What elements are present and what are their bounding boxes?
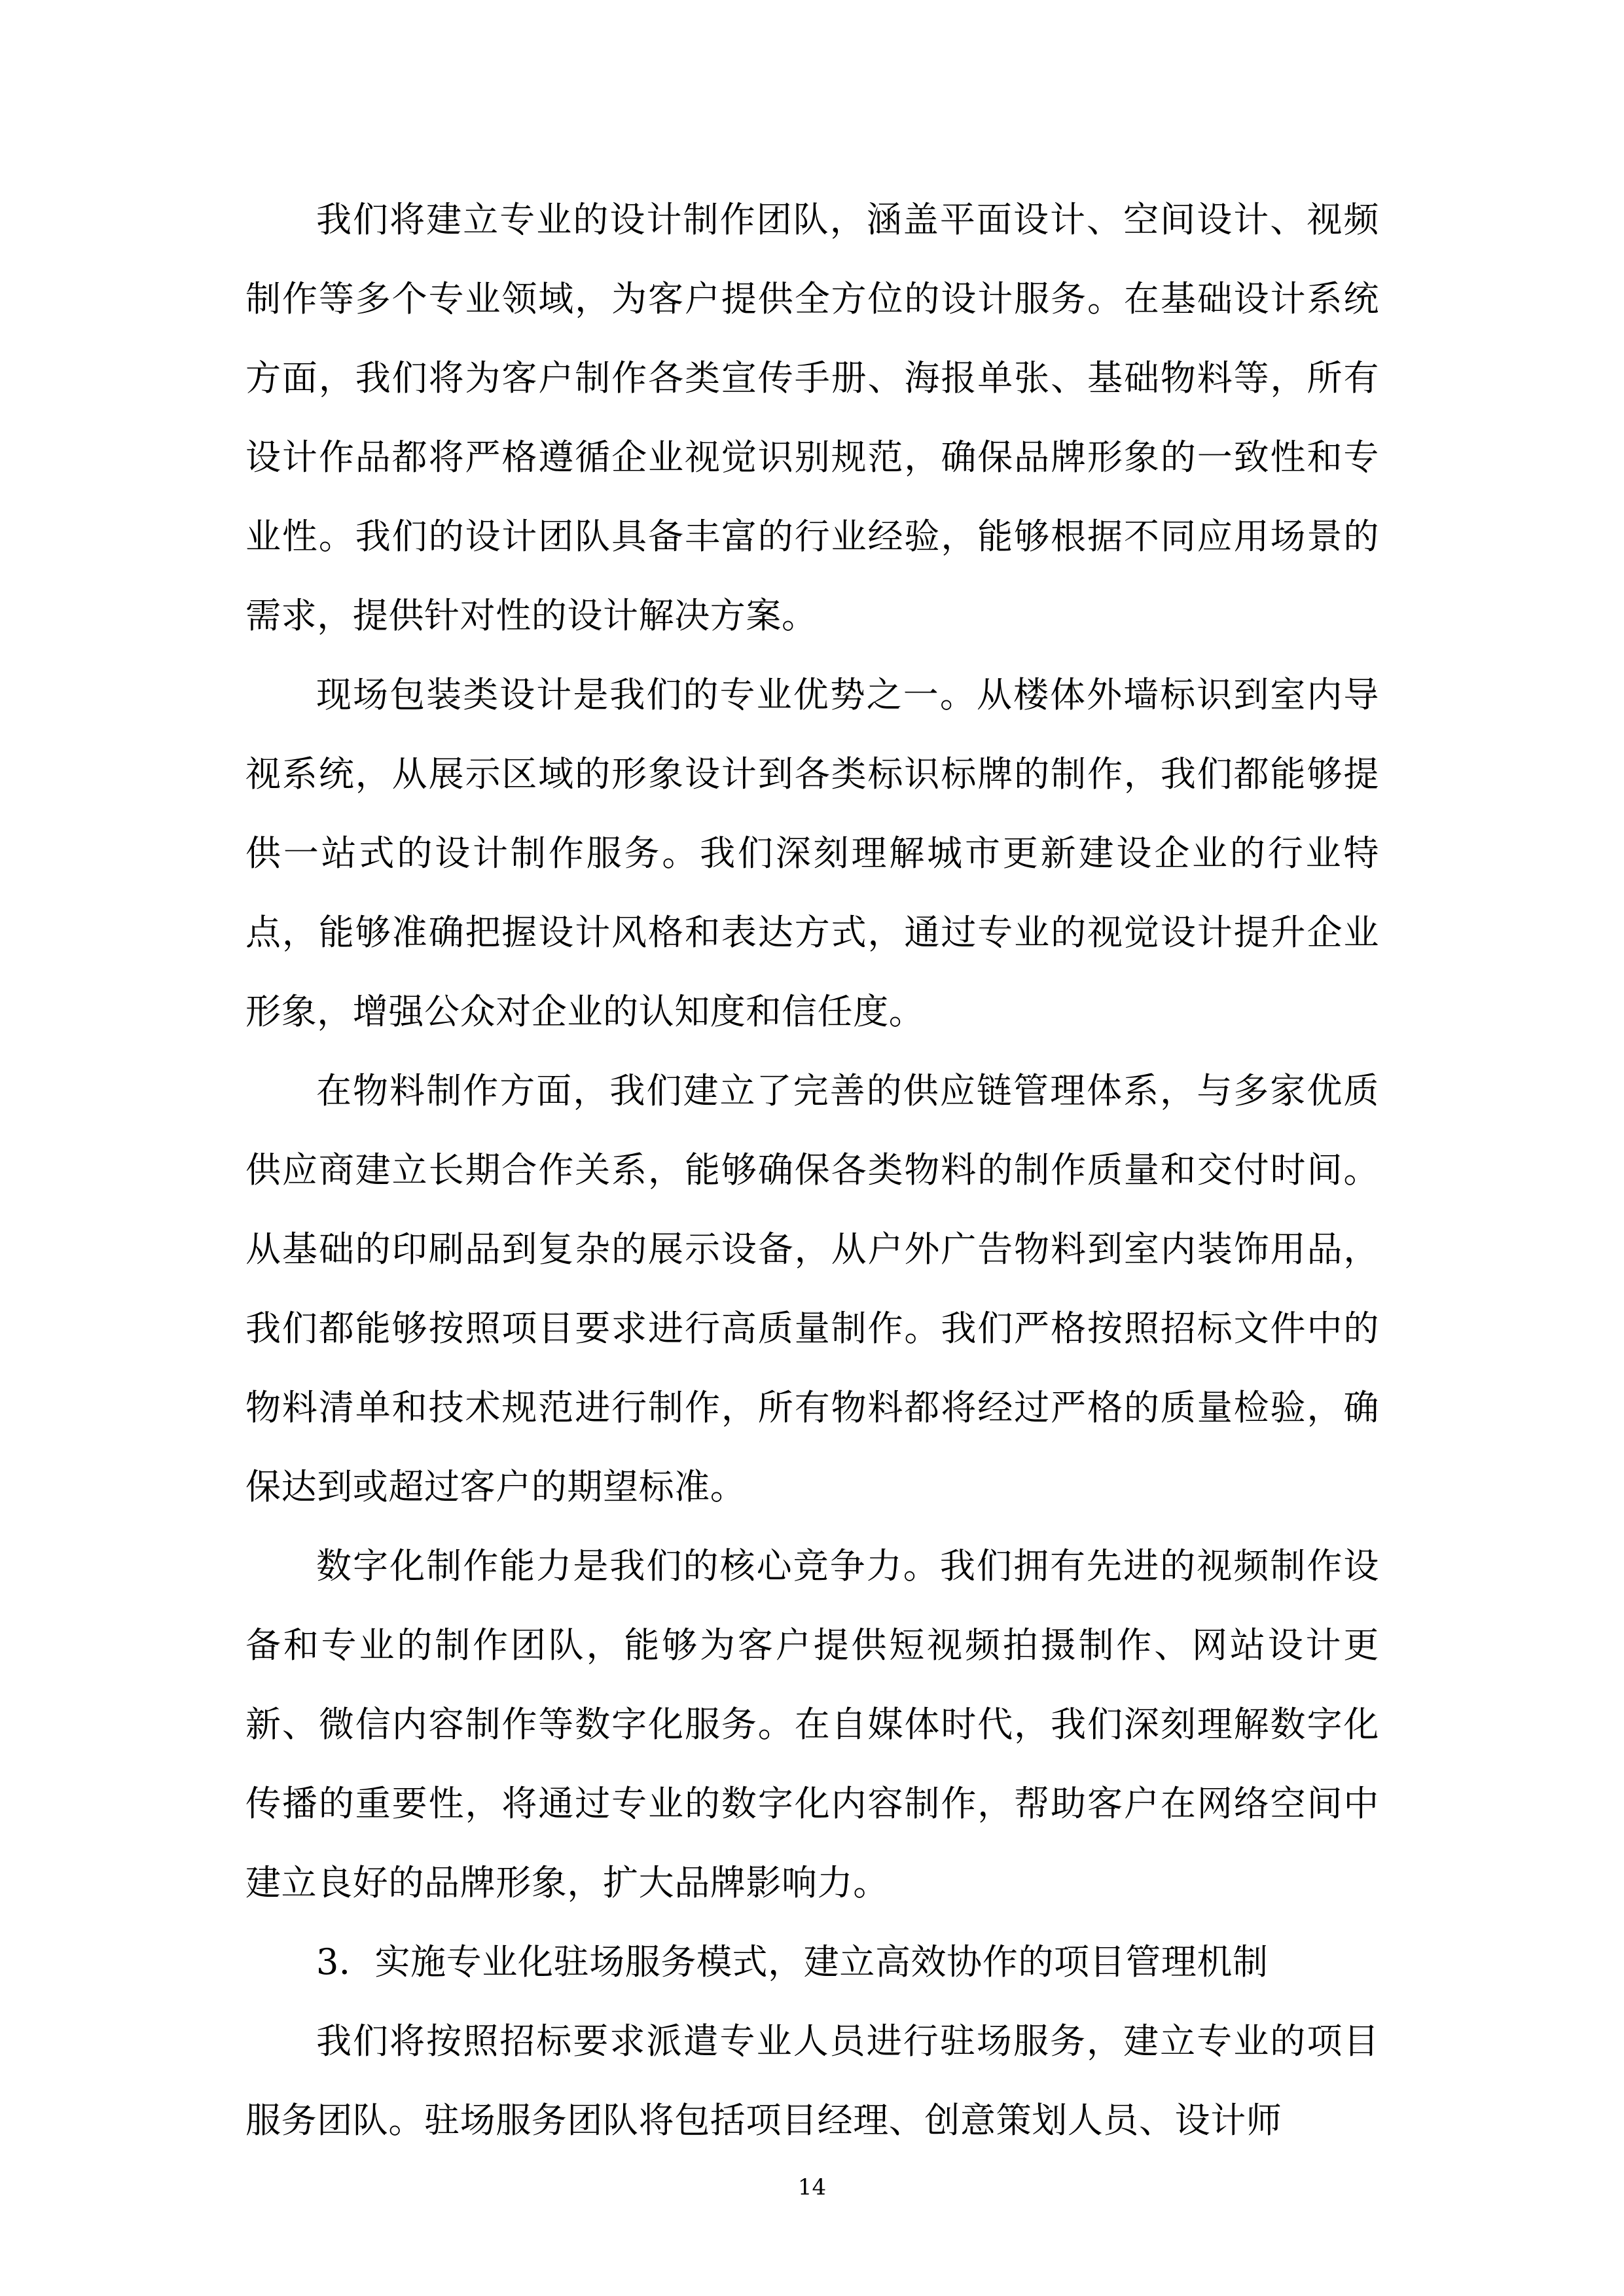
paragraph-material-production: 在物料制作方面，我们建立了完善的供应链管理体系，与多家优质供应商建立长期合作关系，能够确保各类物料的制作质量和交付时间。从基础的印刷品到复杂的展示设备，从户外广告物料到室内装饰用品，我们都能够按照项目要求进行高质量制作。我们严格按照招标文件中的物料清单和技术规范进行制作，所有物料都将经过严格的质量检验，确保达到或超过客户的期望标准。 xyxy=(245,1070,1379,1507)
paragraph-onsite-service: 我们将按照招标要求派遣专业人员进行驻场服务，建立专业的项目服务团队。驻场服务团队将包括项目经理、创意策划人员、设计师 xyxy=(245,2020,1379,2141)
paragraph-onsite-packaging: 现场包装类设计是我们的专业优势之一。从楼体外墙标识到室内导视系统，从展示区域的形象设计到各类标识标牌的制作，我们都能够提供一站式的设计制作服务。我们深刻理解城市更新建设企业的行业特点，能够准确把握设计风格和表达方式，通过专业的视觉设计提升企业形象，增强公众对企业的认知度和信任度。 xyxy=(245,674,1379,1032)
section-heading: 3．实施专业化驻场服务模式，建立高效协作的项目管理机制 xyxy=(316,1941,1269,1982)
paragraph-design-team: 我们将建立专业的设计制作团队，涵盖平面设计、空间设计、视频制作等多个专业领域，为客户提供全方位的设计服务。在基础设计系统方面，我们将为客户制作各类宣传手册、海报单张、基础物料等，所有设计作品都将严格遵循企业视觉识别规范，确保品牌形象的一致性和专业性。我们的设计团队具备丰富的行业经验，能够根据不同应用场景的需求，提供针对性的设计解决方案。 xyxy=(245,199,1379,636)
paragraph-digital-production: 数字化制作能力是我们的核心竞争力。我们拥有先进的视频制作设备和专业的制作团队，能够为客户提供短视频拍摄制作、网站设计更新、微信内容制作等数字化服务。在自媒体时代，我们深刻理解数字化传播的重要性，将通过专业的数字化内容制作，帮助客户在网络空间中建立良好的品牌形象，扩大品牌影响力。 xyxy=(245,1545,1379,1903)
page-number: 14 xyxy=(797,2174,827,2200)
body-text xyxy=(245,180,1379,2160)
